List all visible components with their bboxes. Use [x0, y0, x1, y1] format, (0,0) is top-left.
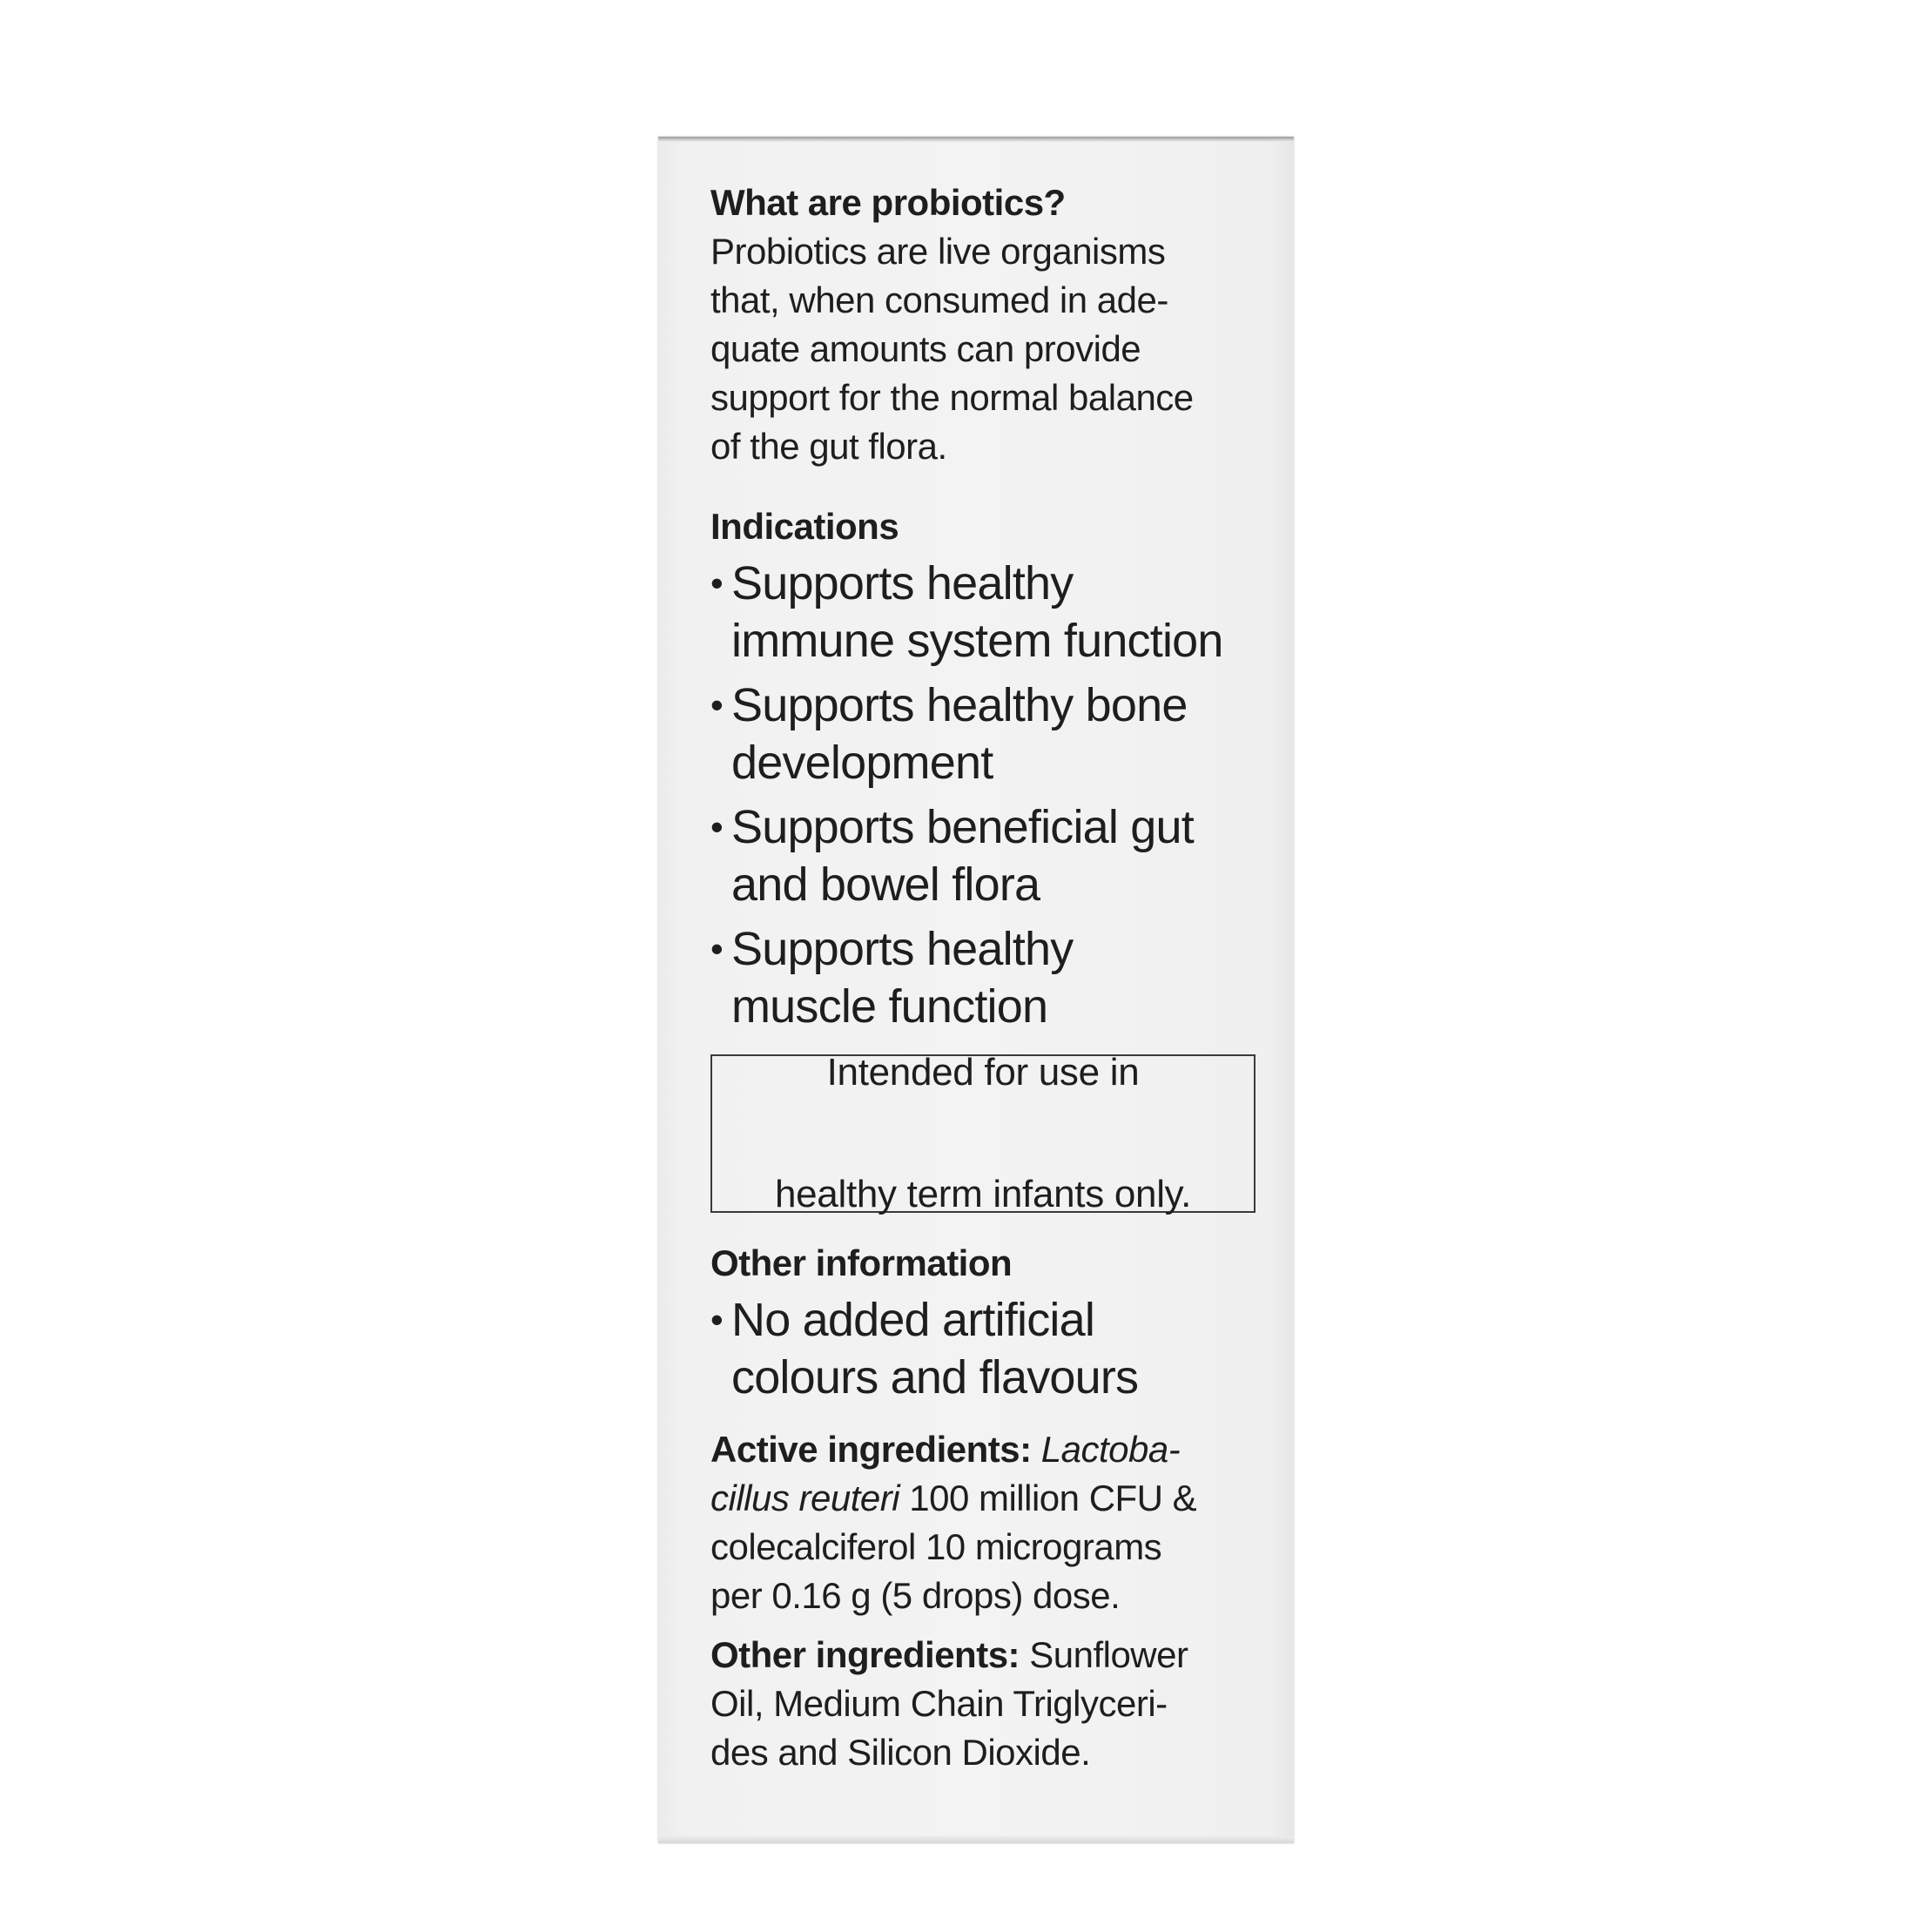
probiotics-line-5: of the gut flora. — [710, 426, 947, 467]
bullet-dot: • — [710, 684, 723, 725]
infant-use-notice-box — [710, 1051, 1255, 1215]
indications-list — [710, 555, 1268, 1035]
indication-text: muscle function — [731, 980, 1048, 1033]
other-ingredients-text-1: Sunflower — [1029, 1634, 1188, 1675]
active-ingredient-name-part-1: Lactoba- — [1040, 1429, 1181, 1470]
list-item — [710, 677, 1268, 791]
list-item — [710, 920, 1268, 1035]
list-item — [710, 798, 1268, 913]
indication-text: immune system function — [731, 615, 1223, 667]
other-ingredients-label: Other ingredients: — [710, 1634, 1020, 1675]
bullet-dot: • — [710, 928, 723, 969]
notice-line-2: healthy term infants only. — [774, 1173, 1192, 1215]
other-ingredients-line-1 — [710, 1631, 1268, 1680]
indication-text: Supports healthy — [731, 557, 1074, 609]
list-item — [710, 1291, 1268, 1406]
notice-line-1: Intended for use in — [826, 1051, 1140, 1094]
active-ingredients-label: Active ingredients: — [710, 1429, 1032, 1470]
indications-heading: Indications — [710, 506, 899, 547]
other-information-list — [710, 1291, 1268, 1406]
indication-text: development — [731, 737, 993, 789]
active-ingredients-line-1 — [710, 1425, 1268, 1474]
other-info-text: No added artificial — [731, 1294, 1095, 1346]
list-item — [710, 555, 1268, 670]
probiotics-line-2: that, when consumed in ade- — [710, 279, 1168, 320]
bullet-dot: • — [710, 806, 723, 847]
bullet-dot: • — [710, 562, 723, 603]
indication-text: Supports beneficial gut — [731, 801, 1194, 853]
package-top-edge — [658, 137, 1294, 142]
active-ingredients-line-4: per 0.16 g (5 drops) dose. — [710, 1575, 1121, 1616]
indication-text: Supports healthy — [731, 923, 1074, 975]
bullet-dot: • — [710, 1299, 723, 1340]
other-info-text: colours and flavours — [731, 1351, 1139, 1404]
package-side-panel — [658, 137, 1294, 1843]
probiotics-line-1: Probiotics are live organisms — [710, 231, 1166, 272]
panel-content — [710, 178, 1268, 1777]
other-ingredients-line-2: Oil, Medium Chain Triglyceri- — [710, 1683, 1168, 1724]
indication-text: and bowel flora — [731, 858, 1040, 911]
probiotics-line-3: quate amounts can provide — [710, 328, 1141, 369]
other-ingredients-line-3: des and Silicon Dioxide. — [710, 1732, 1091, 1773]
other-information-heading: Other information — [710, 1242, 1013, 1283]
active-ingredients-line-2 — [710, 1474, 1268, 1523]
active-ingredient-name-part-2: cillus reuteri — [710, 1478, 900, 1518]
package-bottom-edge — [658, 1836, 1294, 1843]
active-ingredients-line-3: colecalciferol 10 micrograms — [710, 1526, 1162, 1567]
probiotics-line-4: support for the normal balance — [710, 377, 1194, 418]
active-ingredient-amount: 100 million CFU & — [909, 1478, 1197, 1518]
indication-text: Supports healthy bone — [731, 679, 1188, 731]
probiotics-heading: What are probiotics? — [710, 182, 1066, 223]
